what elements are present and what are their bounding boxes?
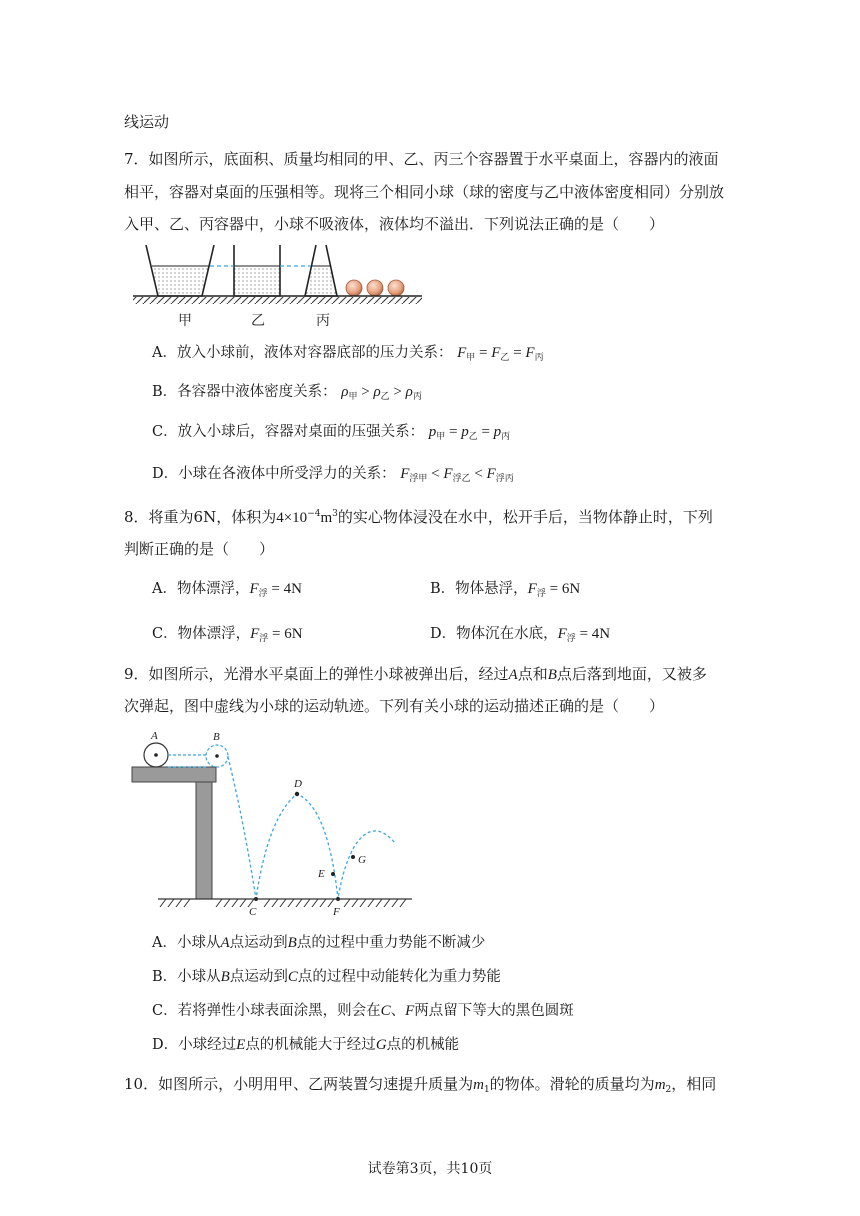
label-jia: 甲 — [178, 313, 192, 329]
q10-text-1: 10．如图所示，小明用甲、乙两装置匀速提升质量为$m_1$的物体。滑轮的质量均为$m_2$，相同 — [124, 1075, 717, 1095]
label-b: B — [213, 731, 220, 743]
container-jia-liquid — [152, 266, 209, 296]
ball-3 — [388, 280, 404, 296]
q9-option-b: B．小球从B点运动到C点的过程中动能转化为重力势能 — [152, 969, 501, 985]
label-bing: 丙 — [316, 313, 330, 329]
q8-option-a: A．物体漂浮，$F_浮 = 4N$ — [152, 581, 302, 599]
q8-text-1: 8．将重为6N，体积为$4\times 10^{-4}m^3$的实心物体浸没在水中，松开手后，当物体静止时，下列 — [124, 508, 713, 526]
ball-2 — [367, 280, 383, 296]
trajectory — [228, 757, 395, 899]
ball-1 — [346, 280, 362, 296]
q7-text-1: 7．如图所示，底面积、质量均相同的甲、乙、丙三个容器置于水平桌面上，容器内的液面 — [124, 150, 719, 168]
label-yi: 乙 — [251, 313, 265, 329]
q9-text-1: 9．如图所示，光滑水平桌面上的弹性小球被弹出后，经过A点和B点后落到地面，又被多 — [124, 665, 707, 683]
label-g: G — [358, 854, 366, 866]
continuation-text: 线运动 — [124, 113, 170, 131]
q9-option-a: A．小球从A点运动到B点的过程中重力势能不断减少 — [152, 935, 486, 951]
q7-text-2: 相平，容器对桌面的压强相等。现将三个相同小球（球的密度与乙中液体密度相同）分别放 — [124, 183, 725, 201]
label-d: D — [294, 778, 302, 790]
page-footer: 试卷第3页，共10页 — [367, 1161, 493, 1177]
ground-hatch — [133, 297, 422, 304]
q8-option-c: C．物体漂浮，$F_浮 = 6N$ — [152, 626, 303, 644]
q7-option-c: C．放入小球后，容器对桌面的压强关系： $p_甲 = p_乙 = p_丙$ — [152, 424, 511, 442]
q7-option-a: A．放入小球前，液体对容器底部的压力关系： $F_甲 = F_乙 = F_丙$ — [152, 345, 544, 363]
q7-option-b: B．各容器中液体密度关系： $\rho_甲 > \rho_乙 > \rho_丙$ — [152, 384, 422, 402]
q9-text-2: 次弹起，图中虚线为小球的运动轨迹。下列有关小球的运动描述正确的是（ ） — [124, 697, 665, 715]
q9-figure — [128, 727, 418, 917]
q7-text-3: 入甲、乙、丙容器中，小球不吸液体，液体均不溢出．下列说法正确的是（ ） — [124, 215, 665, 233]
q7-figure — [130, 240, 430, 330]
label-c: C — [249, 906, 257, 917]
q7-option-d: D．小球在各液体中所受浮力的关系： $F_{浮甲} < F_{浮乙} < F_{浮丙}$ — [152, 466, 514, 484]
label-f: F — [333, 906, 340, 917]
container-yi-liquid — [234, 266, 280, 296]
label-e: E — [318, 868, 325, 880]
q8-text-2: 判断正确的是（ ） — [124, 540, 275, 558]
table-leg — [196, 782, 212, 899]
q8-option-b: B．物体悬浮，$F_浮 = 6N$ — [430, 581, 581, 599]
label-a: A — [151, 730, 158, 742]
table-top — [132, 767, 216, 782]
q9-option-d: D．小球经过E点的机械能大于经过G点的机械能 — [152, 1037, 460, 1053]
q9-option-c: C．若将弹性小球表面涂黑，则会在C、F两点留下等大的黑色圆斑 — [152, 1003, 574, 1019]
q8-option-d: D．物体沉在水底，$F_浮 = 4N$ — [430, 626, 611, 644]
